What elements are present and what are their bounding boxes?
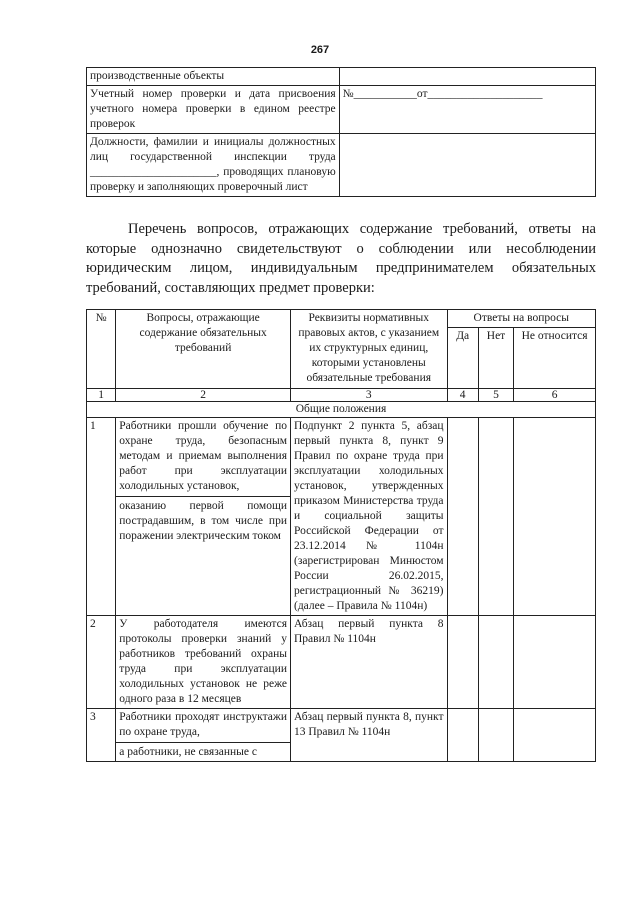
- section-row: [87, 402, 596, 418]
- inspection-info-table: [86, 67, 596, 197]
- header-na: Не относится: [514, 328, 596, 389]
- reference-cell: Абзац первый пункта 8 Правил № 1104н: [290, 616, 447, 709]
- reference-cell: Подпункт 2 пункта 5, абзац первый пункта 8, пункт 9 Правил по охране труда при эксплуатации холодильных установок, утвержденных приказом Министерства труда и социальной защиты Российской Федерации от 23.12.2014 № 1104н (зарегистрирован Минюстом России 26.02.2015, регистрационный № 36219) (далее – Правила № 1104н): [290, 418, 447, 616]
- answer-no-cell[interactable]: [478, 418, 513, 616]
- answer-no-cell[interactable]: [478, 616, 513, 709]
- table-row: [87, 709, 596, 762]
- col-number: 4: [447, 389, 478, 402]
- answer-yes-cell[interactable]: [447, 418, 478, 616]
- table-row: [87, 134, 596, 197]
- table-row: [87, 418, 596, 616]
- question-cell: [116, 709, 291, 762]
- col-number: 5: [478, 389, 513, 402]
- col-number: 1: [87, 389, 116, 402]
- info-value: [339, 134, 595, 197]
- reference-cell: Абзац первый пункта 8, пункт 13 Правил № 1104н: [290, 709, 447, 762]
- row-number: 2: [87, 616, 116, 709]
- section-title: Общие положения: [87, 402, 596, 418]
- col-number: 6: [514, 389, 596, 402]
- answer-yes-cell[interactable]: [447, 709, 478, 762]
- page-number: 267: [310, 44, 330, 56]
- info-label: Учетный номер проверки и дата присвоения учетного номера проверки в едином реестре проверок: [87, 86, 340, 134]
- row-number: 1: [87, 418, 116, 616]
- header-yes: Да: [447, 328, 478, 389]
- question-text: Работники прошли обучение по охране труда, безопасным методам и приемам выполнения работ при эксплуатации холодильных установок,: [119, 420, 287, 492]
- answer-na-cell[interactable]: [514, 616, 596, 709]
- question-text: Работники проходят инструктажи по охране труда,: [119, 711, 287, 738]
- answer-na-cell[interactable]: [514, 418, 596, 616]
- answer-na-cell[interactable]: [514, 709, 596, 762]
- info-label: Должности, фамилии и инициалы должностных лиц государственной инспекции труда ______________________, проводящих плановую проверку и заполняющих проверочный лист: [87, 134, 340, 197]
- question-cell: [116, 418, 291, 616]
- col-number: 3: [290, 389, 447, 402]
- row-number: 3: [87, 709, 116, 762]
- column-numbers-row: [87, 389, 596, 402]
- header-no: Нет: [478, 328, 513, 389]
- header-question: Вопросы, отражающие содержание обязательных требований: [116, 310, 291, 389]
- answer-no-cell[interactable]: [478, 709, 513, 762]
- table-row: [87, 68, 596, 86]
- table-row: [87, 86, 596, 134]
- checklist-table: [86, 309, 596, 762]
- info-value: [339, 68, 595, 86]
- header-answers: Ответы на вопросы: [447, 310, 595, 328]
- header-num: №: [87, 310, 116, 389]
- info-label: производственные объекты: [87, 68, 340, 86]
- question-text: а работники, не связанные с: [116, 742, 290, 760]
- answer-yes-cell[interactable]: [447, 616, 478, 709]
- header-reference: Реквизиты нормативных правовых актов, с указанием их структурных единиц, которыми установлены обязательные требования: [290, 310, 447, 389]
- info-value: №___________от____________________: [339, 86, 595, 134]
- intro-paragraph: Перечень вопросов, отражающих содержание требований, ответы на которые однозначно свидетельствуют о соблюдении или несоблюдении юридическим лицом, индивидуальным предпринимателем обязательных требований, составляющих предмет проверки:: [86, 221, 596, 296]
- table-header-row: [87, 310, 596, 328]
- question-text: оказанию первой помощи пострадавшим, в том числе при поражении электрическим током: [116, 496, 290, 544]
- table-row: [87, 616, 596, 709]
- col-number: 2: [116, 389, 291, 402]
- question-text: У работодателя имеются протоколы проверки знаний у работников требований охраны труда при эксплуатации холодильных установок не реже одного раза в 12 месяцев: [116, 616, 291, 709]
